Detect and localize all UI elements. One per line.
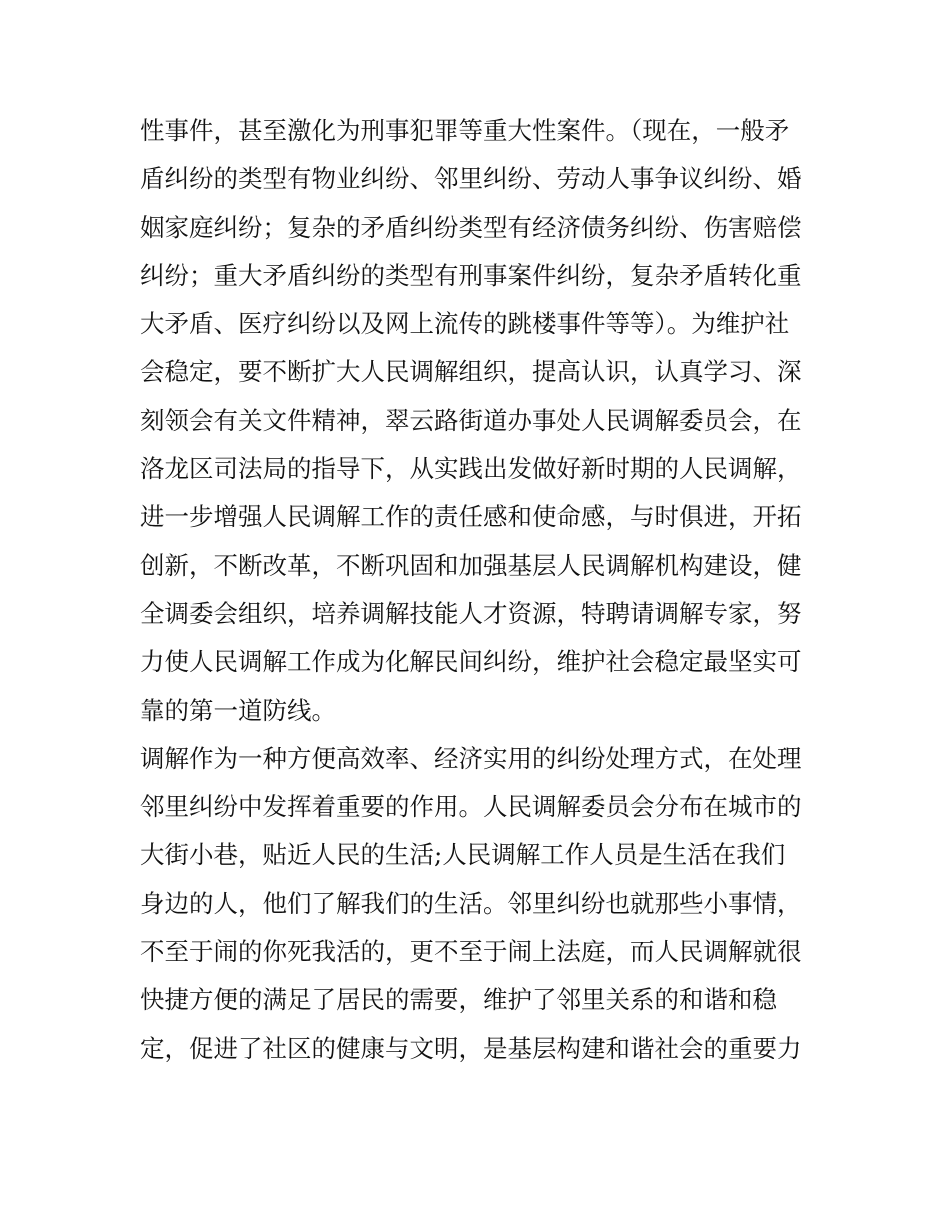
text-line-12: 力使人民调解工作成为化解民间纠纷，维护社会稳定最坚实可 <box>140 647 802 677</box>
text-line-20: 定，促进了社区的健康与文明，是基层构建和谐社会的重要力 <box>140 1033 802 1063</box>
text-line-5: 大矛盾、医疗纠纷以及网上流传的跳楼事件等等）。为维护社 <box>140 309 790 339</box>
text-line-7: 刻领会有关文件精神，翠云路街道办事处人民调解委员会，在 <box>140 405 802 435</box>
text-line-8: 洛龙区司法局的指导下，从实践出发做好新时期的人民调解， <box>140 454 802 484</box>
text-line-18: 不至于闹的你死我活的，更不至于闹上法庭，而人民调解就很 <box>140 937 802 967</box>
text-line-6: 会稳定，要不断扩大人民调解组织，提高认识，认真学习、深 <box>140 357 802 387</box>
text-line-11: 全调委会组织，培养调解技能人才资源，特聘请调解专家，努 <box>140 598 802 628</box>
text-line-4: 纠纷；重大矛盾纠纷的类型有刑事案件纠纷，复杂矛盾转化重 <box>140 260 802 290</box>
text-line-14: 调解作为一种方便高效率、经济实用的纠纷处理方式，在处理 <box>140 743 802 773</box>
text-line-9: 进一步增强人民调解工作的责任感和使命感，与时俱进，开拓 <box>140 502 802 532</box>
text-line-19: 快捷方便的满足了居民的需要，维护了邻里关系的和谐和稳 <box>140 985 777 1015</box>
text-line-1: 性事件，甚至激化为刑事犯罪等重大性案件。（现在，一般矛 <box>140 116 790 145</box>
text-line-13: 靠的第一道防线。 <box>140 695 336 725</box>
text-line-10: 创新，不断改革，不断巩固和加强基层人民调解机构建设，健 <box>140 550 802 580</box>
text-line-15: 邻里纠纷中发挥着重要的作用。人民调解委员会分布在城市的 <box>140 792 802 822</box>
text-line-17: 身边的人，他们了解我们的生活。邻里纠纷也就那些小事情， <box>140 888 802 918</box>
text-line-2: 盾纠纷的类型有物业纠纷、邻里纠纷、劳动人事争议纠纷、婚 <box>140 164 802 194</box>
text-line-16: 大街小巷，贴近人民的生活;人民调解工作人员是生活在我们 <box>140 840 786 870</box>
text-line-3: 姻家庭纠纷；复杂的矛盾纠纷类型有经济债务纠纷、伤害赔偿 <box>140 212 802 242</box>
body-text <box>140 107 820 1073</box>
